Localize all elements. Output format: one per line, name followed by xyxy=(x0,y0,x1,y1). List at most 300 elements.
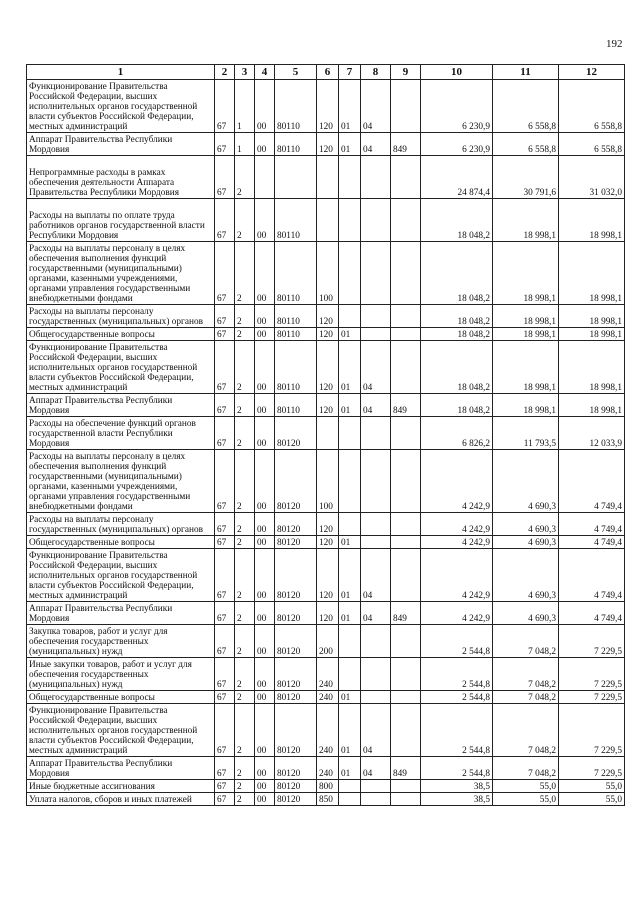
cell-c6: 800 xyxy=(317,780,339,793)
cell-c6 xyxy=(317,156,339,199)
cell-c10: 4 242,9 xyxy=(421,450,493,513)
cell-c5: 80120 xyxy=(275,658,317,691)
header-col-10: 10 xyxy=(421,65,493,80)
cell-c5: 80110 xyxy=(275,305,317,328)
cell-c2: 67 xyxy=(215,242,235,305)
cell-c8 xyxy=(361,625,391,658)
cell-c9 xyxy=(391,691,421,704)
table-row xyxy=(27,328,625,341)
row-name: Функционирование Правительства Российской Федерации, высших исполнительных органов государственной власти субъектов Российской Федерации, местных администраций xyxy=(27,704,215,757)
cell-c4: 00 xyxy=(255,328,275,341)
cell-c3: 2 xyxy=(235,242,255,305)
cell-c2: 67 xyxy=(215,417,235,450)
cell-c8 xyxy=(361,242,391,305)
table-row xyxy=(27,341,625,394)
cell-c12: 7 229,5 xyxy=(559,658,625,691)
cell-c8 xyxy=(361,780,391,793)
cell-c12: 55,0 xyxy=(559,793,625,806)
cell-c10: 4 242,9 xyxy=(421,549,493,602)
cell-c2: 67 xyxy=(215,199,235,242)
cell-c4: 00 xyxy=(255,417,275,450)
header-col-4: 4 xyxy=(255,65,275,80)
cell-c5: 80120 xyxy=(275,757,317,780)
cell-c9 xyxy=(391,793,421,806)
table-row xyxy=(27,757,625,780)
cell-c7 xyxy=(339,780,361,793)
cell-c3: 2 xyxy=(235,658,255,691)
cell-c9: 849 xyxy=(391,394,421,417)
cell-c7 xyxy=(339,242,361,305)
cell-c7 xyxy=(339,305,361,328)
row-name: Расходы на обеспечение функций органов государственной власти Республики Мордовия xyxy=(27,417,215,450)
table-row xyxy=(27,450,625,513)
row-name: Расходы на выплаты персоналу государственных (муниципальных) органов xyxy=(27,513,215,536)
cell-c7: 01 xyxy=(339,704,361,757)
cell-c10: 6 826,2 xyxy=(421,417,493,450)
cell-c3: 2 xyxy=(235,450,255,513)
cell-c9: 849 xyxy=(391,133,421,156)
cell-c4: 00 xyxy=(255,133,275,156)
table-row xyxy=(27,156,625,199)
cell-c8 xyxy=(361,199,391,242)
cell-c7: 01 xyxy=(339,80,361,133)
cell-c10: 38,5 xyxy=(421,793,493,806)
cell-c5: 80120 xyxy=(275,691,317,704)
cell-c5: 80120 xyxy=(275,513,317,536)
cell-c4: 00 xyxy=(255,704,275,757)
cell-c5: 80110 xyxy=(275,199,317,242)
cell-c2: 67 xyxy=(215,780,235,793)
cell-c4: 00 xyxy=(255,536,275,549)
cell-c5: 80120 xyxy=(275,780,317,793)
header-col-9: 9 xyxy=(391,65,421,80)
cell-c11: 7 048,2 xyxy=(493,757,559,780)
cell-c4: 00 xyxy=(255,450,275,513)
cell-c8 xyxy=(361,691,391,704)
cell-c12: 6 558,8 xyxy=(559,133,625,156)
table-row xyxy=(27,536,625,549)
cell-c11: 18 998,1 xyxy=(493,242,559,305)
cell-c3: 2 xyxy=(235,199,255,242)
cell-c4: 00 xyxy=(255,691,275,704)
cell-c5: 80120 xyxy=(275,536,317,549)
table-row xyxy=(27,417,625,450)
cell-c9 xyxy=(391,780,421,793)
cell-c6: 240 xyxy=(317,757,339,780)
cell-c5 xyxy=(275,156,317,199)
header-col-11: 11 xyxy=(493,65,559,80)
table-row xyxy=(27,658,625,691)
cell-c10: 4 242,9 xyxy=(421,513,493,536)
table-row xyxy=(27,625,625,658)
cell-c4 xyxy=(255,156,275,199)
cell-c3: 2 xyxy=(235,156,255,199)
row-name: Расходы на выплаты персоналу в целях обеспечения выполнения функций государственными (муниципальными) органами, казенными учреждениями, органами управления государственными внебюджетными фондами xyxy=(27,242,215,305)
cell-c7: 01 xyxy=(339,341,361,394)
cell-c3: 2 xyxy=(235,394,255,417)
cell-c2: 67 xyxy=(215,793,235,806)
cell-c3: 2 xyxy=(235,417,255,450)
cell-c8: 04 xyxy=(361,704,391,757)
row-name: Общегосударственные вопросы xyxy=(27,328,215,341)
cell-c9 xyxy=(391,625,421,658)
cell-c12: 31 032,0 xyxy=(559,156,625,199)
cell-c3: 2 xyxy=(235,704,255,757)
cell-c11: 18 998,1 xyxy=(493,305,559,328)
cell-c3: 2 xyxy=(235,757,255,780)
header-col-2: 2 xyxy=(215,65,235,80)
row-name: Непрограммные расходы в рамках обеспечения деятельности Аппарата Правительства Республики Мордовия xyxy=(27,156,215,199)
table-row xyxy=(27,305,625,328)
cell-c4: 00 xyxy=(255,793,275,806)
table-row xyxy=(27,780,625,793)
cell-c3: 2 xyxy=(235,793,255,806)
cell-c2: 67 xyxy=(215,133,235,156)
cell-c3: 2 xyxy=(235,536,255,549)
cell-c8: 04 xyxy=(361,341,391,394)
cell-c12: 18 998,1 xyxy=(559,394,625,417)
cell-c8: 04 xyxy=(361,549,391,602)
cell-c6: 850 xyxy=(317,793,339,806)
cell-c11: 30 791,6 xyxy=(493,156,559,199)
cell-c4: 00 xyxy=(255,602,275,625)
cell-c5: 80110 xyxy=(275,242,317,305)
cell-c2: 67 xyxy=(215,549,235,602)
table-row xyxy=(27,691,625,704)
row-name: Иные закупки товаров, работ и услуг для обеспечения государственных (муниципальных) нужд xyxy=(27,658,215,691)
cell-c12: 18 998,1 xyxy=(559,341,625,394)
cell-c9 xyxy=(391,513,421,536)
cell-c12: 7 229,5 xyxy=(559,757,625,780)
row-name: Расходы на выплаты по оплате труда работников органов государственной власти Республики Мордовия xyxy=(27,199,215,242)
cell-c5: 80110 xyxy=(275,341,317,394)
cell-c4: 00 xyxy=(255,394,275,417)
cell-c10: 4 242,9 xyxy=(421,536,493,549)
cell-c9 xyxy=(391,328,421,341)
cell-c6: 120 xyxy=(317,328,339,341)
table-row xyxy=(27,133,625,156)
cell-c5: 80120 xyxy=(275,625,317,658)
cell-c6: 240 xyxy=(317,704,339,757)
cell-c8 xyxy=(361,658,391,691)
cell-c5: 80120 xyxy=(275,793,317,806)
table-row xyxy=(27,704,625,757)
cell-c7 xyxy=(339,450,361,513)
row-name: Функционирование Правительства Российской Федерации, высших исполнительных органов государственной власти субъектов Российской Федерации, местных администраций xyxy=(27,341,215,394)
cell-c8 xyxy=(361,156,391,199)
cell-c12: 18 998,1 xyxy=(559,199,625,242)
cell-c11: 4 690,3 xyxy=(493,602,559,625)
cell-c2: 67 xyxy=(215,691,235,704)
cell-c4: 00 xyxy=(255,80,275,133)
cell-c9: 849 xyxy=(391,757,421,780)
cell-c8: 04 xyxy=(361,757,391,780)
cell-c5: 80110 xyxy=(275,133,317,156)
cell-c6: 100 xyxy=(317,450,339,513)
cell-c8: 04 xyxy=(361,80,391,133)
cell-c7 xyxy=(339,199,361,242)
table-row xyxy=(27,602,625,625)
cell-c10: 2 544,8 xyxy=(421,757,493,780)
cell-c2: 67 xyxy=(215,704,235,757)
cell-c12: 4 749,4 xyxy=(559,513,625,536)
cell-c12: 18 998,1 xyxy=(559,328,625,341)
cell-c8: 04 xyxy=(361,602,391,625)
cell-c2: 67 xyxy=(215,625,235,658)
cell-c3: 2 xyxy=(235,780,255,793)
cell-c7: 01 xyxy=(339,133,361,156)
cell-c7 xyxy=(339,417,361,450)
cell-c3: 2 xyxy=(235,341,255,394)
row-name: Аппарат Правительства Республики Мордовия xyxy=(27,602,215,625)
header-col-8: 8 xyxy=(361,65,391,80)
cell-c12: 12 033,9 xyxy=(559,417,625,450)
cell-c3: 2 xyxy=(235,691,255,704)
cell-c8 xyxy=(361,305,391,328)
cell-c2: 67 xyxy=(215,328,235,341)
cell-c4: 00 xyxy=(255,199,275,242)
cell-c11: 6 558,8 xyxy=(493,80,559,133)
header-col-6: 6 xyxy=(317,65,339,80)
cell-c6: 100 xyxy=(317,242,339,305)
cell-c4: 00 xyxy=(255,549,275,602)
cell-c3: 2 xyxy=(235,625,255,658)
cell-c6: 120 xyxy=(317,536,339,549)
cell-c7 xyxy=(339,156,361,199)
cell-c6: 120 xyxy=(317,549,339,602)
header-col-3: 3 xyxy=(235,65,255,80)
table-body xyxy=(27,80,625,806)
cell-c10: 2 544,8 xyxy=(421,625,493,658)
cell-c6: 240 xyxy=(317,691,339,704)
cell-c8 xyxy=(361,793,391,806)
cell-c9 xyxy=(391,658,421,691)
cell-c8 xyxy=(361,450,391,513)
cell-c11: 18 998,1 xyxy=(493,341,559,394)
cell-c6 xyxy=(317,417,339,450)
row-name: Функционирование Правительства Российской Федерации, высших исполнительных органов государственной власти субъектов Российской Федерации, местных администраций xyxy=(27,80,215,133)
cell-c2: 67 xyxy=(215,305,235,328)
cell-c10: 38,5 xyxy=(421,780,493,793)
cell-c6: 120 xyxy=(317,133,339,156)
cell-c9 xyxy=(391,341,421,394)
cell-c5: 80120 xyxy=(275,704,317,757)
header-row xyxy=(27,65,625,80)
cell-c6: 120 xyxy=(317,305,339,328)
cell-c10: 18 048,2 xyxy=(421,394,493,417)
cell-c10: 2 544,8 xyxy=(421,691,493,704)
cell-c2: 67 xyxy=(215,757,235,780)
cell-c12: 4 749,4 xyxy=(559,549,625,602)
cell-c6: 120 xyxy=(317,80,339,133)
cell-c10: 18 048,2 xyxy=(421,242,493,305)
row-name: Аппарат Правительства Республики Мордовия xyxy=(27,394,215,417)
row-name: Иные бюджетные ассигнования xyxy=(27,780,215,793)
cell-c2: 67 xyxy=(215,80,235,133)
cell-c6 xyxy=(317,199,339,242)
row-name: Закупка товаров, работ и услуг для обеспечения государственных (муниципальных) нужд xyxy=(27,625,215,658)
cell-c10: 2 544,8 xyxy=(421,658,493,691)
cell-c6: 120 xyxy=(317,394,339,417)
cell-c10: 18 048,2 xyxy=(421,199,493,242)
cell-c9 xyxy=(391,417,421,450)
cell-c10: 18 048,2 xyxy=(421,328,493,341)
cell-c11: 4 690,3 xyxy=(493,549,559,602)
cell-c7 xyxy=(339,793,361,806)
page-number: 192 xyxy=(606,38,623,50)
cell-c11: 18 998,1 xyxy=(493,328,559,341)
cell-c6: 120 xyxy=(317,341,339,394)
cell-c4: 00 xyxy=(255,658,275,691)
row-name: Расходы на выплаты персоналу государственных (муниципальных) органов xyxy=(27,305,215,328)
budget-table xyxy=(26,64,625,806)
cell-c4: 00 xyxy=(255,242,275,305)
cell-c9 xyxy=(391,536,421,549)
cell-c3: 2 xyxy=(235,513,255,536)
cell-c6: 240 xyxy=(317,658,339,691)
cell-c8 xyxy=(361,513,391,536)
cell-c4: 00 xyxy=(255,305,275,328)
cell-c3: 2 xyxy=(235,305,255,328)
cell-c8: 04 xyxy=(361,133,391,156)
cell-c4: 00 xyxy=(255,341,275,394)
header-col-5: 5 xyxy=(275,65,317,80)
cell-c11: 18 998,1 xyxy=(493,394,559,417)
cell-c3: 1 xyxy=(235,133,255,156)
cell-c5: 80120 xyxy=(275,450,317,513)
cell-c3: 1 xyxy=(235,80,255,133)
cell-c10: 24 874,4 xyxy=(421,156,493,199)
cell-c11: 4 690,3 xyxy=(493,450,559,513)
cell-c9 xyxy=(391,80,421,133)
cell-c4: 00 xyxy=(255,757,275,780)
table-row xyxy=(27,199,625,242)
cell-c11: 7 048,2 xyxy=(493,658,559,691)
cell-c7 xyxy=(339,513,361,536)
cell-c11: 4 690,3 xyxy=(493,536,559,549)
cell-c2: 67 xyxy=(215,394,235,417)
table-row xyxy=(27,513,625,536)
cell-c8 xyxy=(361,536,391,549)
row-name: Уплата налогов, сборов и иных платежей xyxy=(27,793,215,806)
cell-c2: 67 xyxy=(215,513,235,536)
cell-c12: 7 229,5 xyxy=(559,625,625,658)
cell-c7: 01 xyxy=(339,757,361,780)
cell-c11: 55,0 xyxy=(493,780,559,793)
cell-c9 xyxy=(391,156,421,199)
cell-c10: 2 544,8 xyxy=(421,704,493,757)
cell-c12: 18 998,1 xyxy=(559,242,625,305)
cell-c7 xyxy=(339,625,361,658)
cell-c3: 2 xyxy=(235,602,255,625)
table-row xyxy=(27,549,625,602)
cell-c8 xyxy=(361,328,391,341)
cell-c7: 01 xyxy=(339,602,361,625)
cell-c9: 849 xyxy=(391,602,421,625)
cell-c12: 18 998,1 xyxy=(559,305,625,328)
cell-c2: 67 xyxy=(215,341,235,394)
table-row xyxy=(27,80,625,133)
cell-c11: 7 048,2 xyxy=(493,691,559,704)
cell-c7: 01 xyxy=(339,691,361,704)
row-name: Аппарат Правительства Республики Мордовия xyxy=(27,133,215,156)
cell-c7 xyxy=(339,658,361,691)
cell-c12: 7 229,5 xyxy=(559,704,625,757)
cell-c6: 200 xyxy=(317,625,339,658)
cell-c11: 7 048,2 xyxy=(493,704,559,757)
cell-c2: 67 xyxy=(215,450,235,513)
cell-c2: 67 xyxy=(215,602,235,625)
table-row xyxy=(27,242,625,305)
cell-c5: 80120 xyxy=(275,417,317,450)
cell-c6: 120 xyxy=(317,602,339,625)
cell-c9 xyxy=(391,450,421,513)
cell-c5: 80110 xyxy=(275,394,317,417)
header-col-12: 12 xyxy=(559,65,625,80)
cell-c12: 6 558,8 xyxy=(559,80,625,133)
cell-c10: 18 048,2 xyxy=(421,305,493,328)
header-col-1: 1 xyxy=(27,65,215,80)
cell-c4: 00 xyxy=(255,625,275,658)
cell-c3: 2 xyxy=(235,328,255,341)
cell-c7: 01 xyxy=(339,549,361,602)
cell-c3: 2 xyxy=(235,549,255,602)
cell-c2: 67 xyxy=(215,156,235,199)
cell-c12: 4 749,4 xyxy=(559,536,625,549)
cell-c9 xyxy=(391,704,421,757)
cell-c5: 80120 xyxy=(275,602,317,625)
cell-c10: 6 230,9 xyxy=(421,133,493,156)
cell-c11: 4 690,3 xyxy=(493,513,559,536)
table-row xyxy=(27,793,625,806)
cell-c4: 00 xyxy=(255,780,275,793)
cell-c4: 00 xyxy=(255,513,275,536)
cell-c7: 01 xyxy=(339,328,361,341)
cell-c6: 120 xyxy=(317,513,339,536)
cell-c11: 18 998,1 xyxy=(493,199,559,242)
cell-c7: 01 xyxy=(339,536,361,549)
header-col-7: 7 xyxy=(339,65,361,80)
row-name: Расходы на выплаты персоналу в целях обеспечения выполнения функций государственными (муниципальными) органами, казенными учреждениями, органами управления государственными внебюджетными фондами xyxy=(27,450,215,513)
cell-c5: 80110 xyxy=(275,80,317,133)
table-row xyxy=(27,394,625,417)
cell-c11: 7 048,2 xyxy=(493,625,559,658)
cell-c10: 6 230,9 xyxy=(421,80,493,133)
cell-c12: 7 229,5 xyxy=(559,691,625,704)
cell-c11: 55,0 xyxy=(493,793,559,806)
cell-c8 xyxy=(361,417,391,450)
row-name: Аппарат Правительства Республики Мордовия xyxy=(27,757,215,780)
row-name: Общегосударственные вопросы xyxy=(27,536,215,549)
cell-c8: 04 xyxy=(361,394,391,417)
cell-c11: 6 558,8 xyxy=(493,133,559,156)
cell-c12: 4 749,4 xyxy=(559,450,625,513)
row-name: Общегосударственные вопросы xyxy=(27,691,215,704)
cell-c9 xyxy=(391,549,421,602)
cell-c2: 67 xyxy=(215,536,235,549)
cell-c5: 80120 xyxy=(275,549,317,602)
cell-c9 xyxy=(391,242,421,305)
cell-c10: 18 048,2 xyxy=(421,341,493,394)
row-name: Функционирование Правительства Российской Федерации, высших исполнительных органов государственной власти субъектов Российской Федерации, местных администраций xyxy=(27,549,215,602)
cell-c9 xyxy=(391,305,421,328)
cell-c11: 11 793,5 xyxy=(493,417,559,450)
cell-c9 xyxy=(391,199,421,242)
cell-c2: 67 xyxy=(215,658,235,691)
cell-c7: 01 xyxy=(339,394,361,417)
cell-c5: 80110 xyxy=(275,328,317,341)
cell-c10: 4 242,9 xyxy=(421,602,493,625)
